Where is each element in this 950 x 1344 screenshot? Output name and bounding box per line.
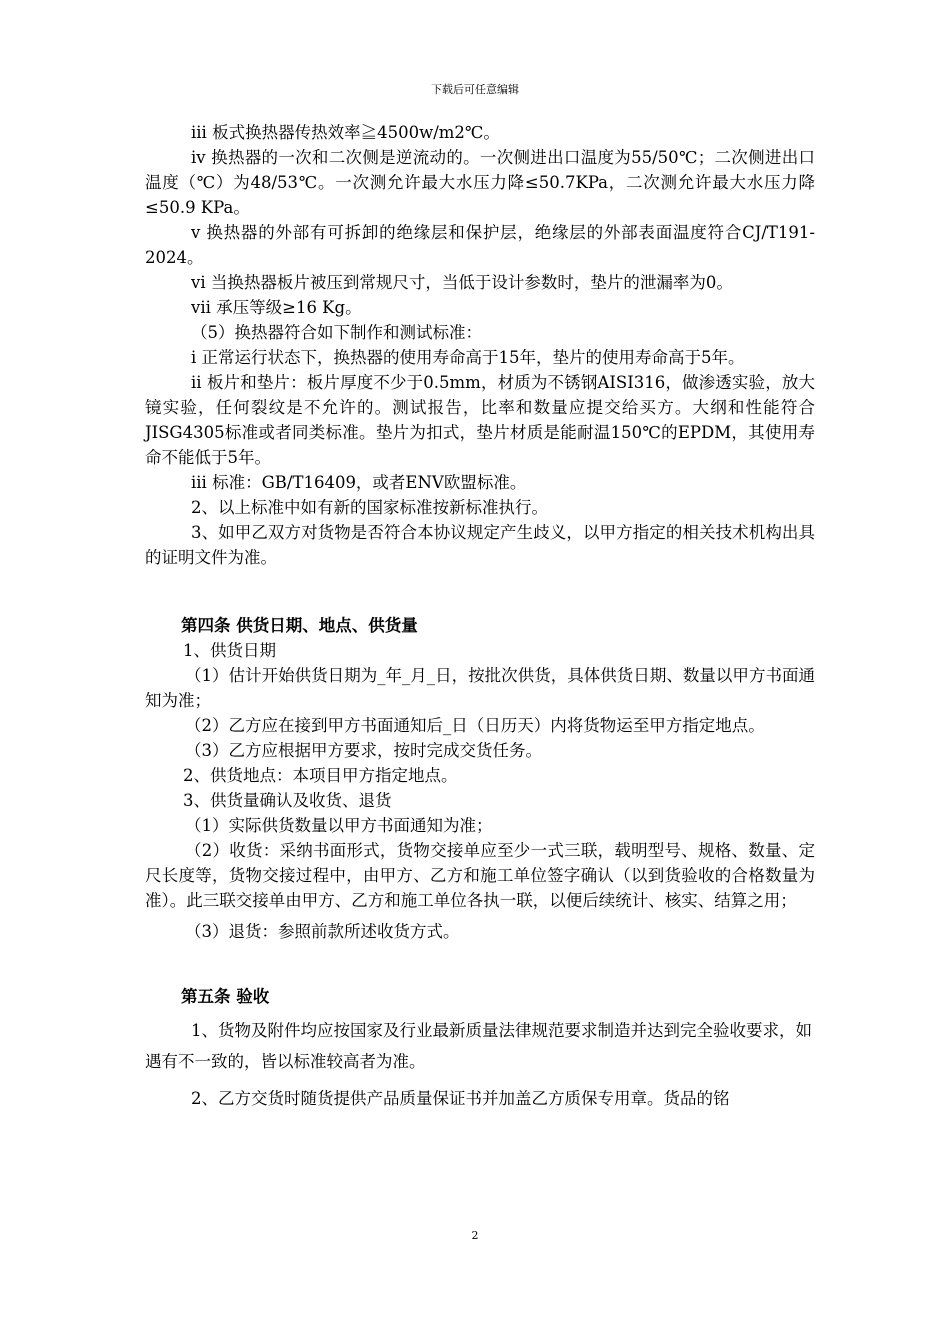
s4-line: 1、供货日期 (183, 641, 276, 660)
s5-line: 1、货物及附件均应按国家及行业最新质量法律规范要求制造并达到完全验收要求，如遇有不一致的，皆以标准较高者为准。 (145, 1021, 812, 1071)
s4-line: （2）乙方应在接到甲方书面通知后_日（日历天）内将货物运至甲方指定地点。 (185, 716, 765, 735)
paragraph-vii-pressure: vii 承压等级≥16 Kg。 (191, 298, 362, 317)
paragraph-v-insulation: v 换热器的外部有可拆卸的绝缘层和保护层，绝缘层的外部表面温度符合CJ/T191-2024。 (145, 223, 815, 267)
s4-line: （1）估计开始供货日期为_年_月_日，按批次供货，具体供货日期、数量以甲方书面通知为准； (145, 666, 815, 710)
paragraph-vi-leakage: vi 当换热器板片被压到常规尺寸，当低于设计参数时，垫片的泄漏率为0。 (191, 273, 733, 292)
s4-line: （3）退货：参照前款所述收货方式。 (185, 922, 460, 941)
paragraph-iii-efficiency: iii 板式换热器传热效率≧4500w/m2℃。 (191, 123, 500, 142)
s4-line: （1）实际供货数量以甲方书面通知为准； (185, 816, 493, 835)
paragraph-2-new-standards: 2、以上标准中如有新的国家标准按新标准执行。 (191, 498, 548, 517)
page-header: 下载后可任意编辑 (431, 83, 519, 96)
section-4-heading: 第四条 供货日期、地点、供货量 (181, 616, 418, 635)
s5-line: 2、乙方交货时随货提供产品质量保证书并加盖乙方质保专用章。货品的铭 (191, 1089, 730, 1108)
s4-line: 3、供货量确认及收货、退货 (183, 791, 392, 810)
paragraph-iv-flow: iv 换热器的一次和二次侧是逆流动的。一次侧进出口温度为55/50℃；二次侧进出口温度（℃）为48/53℃。一次测允许最大水压力降≤50.7KPa，二次测允许最大水压力降≤50.9 KPa。 (145, 148, 815, 217)
paragraph-i-lifetime: i 正常运行状态下，换热器的使用寿命高于15年，垫片的使用寿命高于5年。 (191, 348, 745, 367)
paragraph-3-dispute: 3、如甲乙双方对货物是否符合本协议规定产生歧义，以甲方指定的相关技术机构出具的证明文件为准。 (145, 523, 815, 567)
document-body (145, 120, 815, 1114)
s4-line: （2）收货：采纳书面形式，货物交接单应至少一式三联，载明型号、规格、数量、定尺长度等，货物交接过程中，由甲方、乙方和施工单位签字确认（以到货验收的合格数量为准）。此三联交接单由甲方、乙方和施工单位各执一联，以便后续统计、核实、结算之用； (145, 841, 815, 910)
s4-line: （3）乙方应根据甲方要求，按时完成交货任务。 (185, 741, 542, 760)
paragraph-iii-standard: iii 标准：GB/T16409，或者ENV欧盟标准。 (191, 473, 527, 492)
page-number: 2 (471, 1229, 479, 1242)
paragraph-5-standards: （5）换热器符合如下制作和测试标准： (191, 323, 482, 342)
s4-line: 2、供货地点：本项目甲方指定地点。 (183, 766, 458, 785)
section-5-heading: 第五条 验收 (181, 987, 270, 1006)
paragraph-ii-plates: ii 板片和垫片：板片厚度不少于0.5mm，材质为不锈钢AISI316，做渗透实验，放大镜实验，任何裂纹是不允许的。测试报告，比率和数量应提交给买方。大纲和性能符合JISG4305标准或者同类标准。垫片为扣式，垫片材质是能耐温150℃的EPDM，其使用寿命不能低于5年。 (145, 373, 815, 467)
